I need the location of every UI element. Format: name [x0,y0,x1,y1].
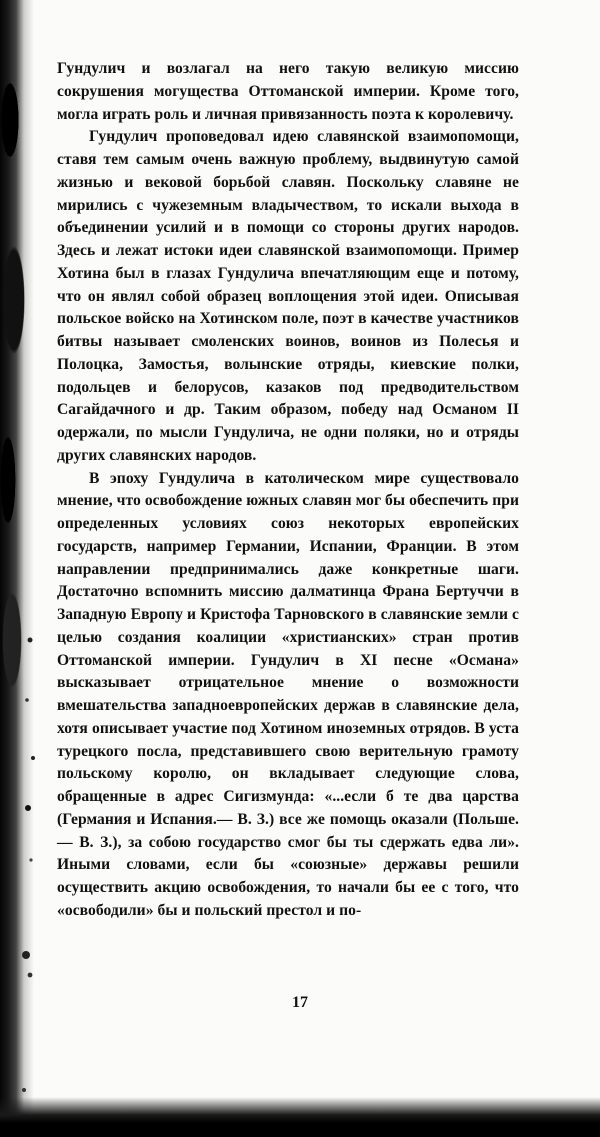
page-number: 17 [292,994,308,1011]
paragraph-1: Гундулич и возлагал на него такую великую миссию сокрушения могущества Оттоманской империи. Кроме того, могла играть роль и личная привязанность поэта к королевичу. [57,60,519,123]
paragraph-2: Гундулич проповедовал идею славянской взаимопомощи, ставя тем самым очень важную проблему, выдвинутую самой жизнью и вековой борьбой славян. Поскольку славяне не мирились с чужеземным владычеством, то искали выхода в объединении усилий и в помощи со стороны других народов. Здесь и лежат истоки идеи славянской взаимопомощи. Пример Хотина был в глазах Гундулича впечатляющим еще и потому, что он являл собой образец воплощения этой идеи. Описывая польское войско на Хотинском поле, поэт в качестве участников битвы называет смоленских воинов, воинов из Полесья и Полоцка, Замостья, волынские отряды, киевские полки, подольцев и белорусов, казаков под предводительством Сагайдачного и др. Таким образом, победу над Османом II одержали, по мысли Гундулича, не одни поляки, но и отряды других славянских народов. [57,128,519,464]
scan-speckles [0,0,40,1137]
scanned-bottom-edge [0,1097,600,1137]
body-text [57,58,519,923]
paragraph-3: В эпоху Гундулича в католическом мире существовало мнение, что освобождение южных славян мог бы обеспечить при определенных условиях союз некоторых европейских государств, например Германии, Испании, Франции. В этом направлении предпринимались даже конкретные шаги. Достаточно вспомнить миссию далматинца Франа Бертуччи в Западную Европу и Кристофа Тарновского в славянские земли с целью создания коалиции «христианских» стран против Оттоманской империи. Гундулич в XI песне «Османа» высказывает отрицательное мнение о возможности вмешательства западноевропейских держав в славянские дела, хотя описывает участие под Хотином иноземных отрядов. В уста турецкого посла, представившего свою верительную грамоту польскому королю, он вкладывает следующие слова, обращенные в адрес Сигизмунда: «...если б те два царства (Германия и Испания.— В. З.) все же помощь оказали (Польше.— В. З.), за собою государство смог бы ты сдержать едва ли». Иными словами, если бы «союзные» державы решили осуществить акцию освобождения, то начали бы ее с того, что «освободили» бы и польский престол и по- [57,469,519,919]
